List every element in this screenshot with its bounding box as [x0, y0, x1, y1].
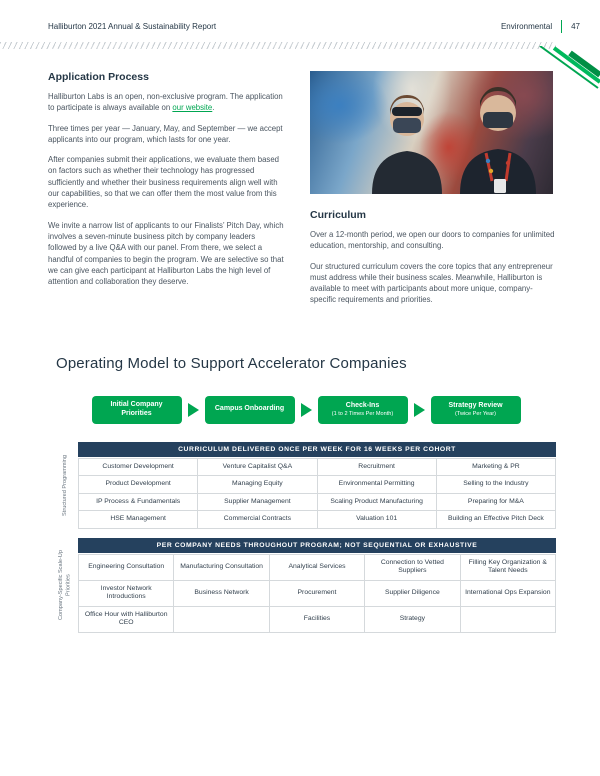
- table-row: [79, 511, 556, 528]
- header-right: [501, 20, 580, 33]
- flow-step: [92, 396, 182, 424]
- paragraph: We invite a narrow list of applicants to our Finalists’ Pitch Day, which involves a seven-minute business pitch by company leaders followed by a live Q&A with our panel. From there, we select a handful of companies to begin the program. We are selective so that we can give each participant at Halliburton Labs the high level of attention and collaboration they deserve.: [48, 220, 284, 287]
- table-side-label: [54, 538, 78, 633]
- table-cell: Marketing & PR: [436, 458, 555, 475]
- table-cell: Filling Key Organization & Talent Needs: [460, 554, 555, 580]
- table-cell: Supplier Management: [198, 493, 317, 510]
- table-cell: Product Development: [79, 476, 198, 493]
- curriculum-table-grid: [78, 458, 556, 529]
- needs-table-grid: [78, 554, 556, 633]
- scale-up-priorities-label: Company-Specific Scale-Up Priorities: [58, 550, 72, 621]
- table-cell: Venture Capitalist Q&A: [198, 458, 317, 475]
- table-cell: Scaling Product Manufacturing: [317, 493, 436, 510]
- flow-step-sublabel: (1 to 2 Times Per Month): [331, 411, 394, 418]
- needs-table: [78, 538, 556, 633]
- curriculum-table-block: [54, 442, 556, 529]
- flow-step: [205, 396, 295, 424]
- paragraph: Our structured curriculum covers the core topics that any entrepreneur must address while their business scales. Meanwhile, Halliburton is available to meet with participants about more unique, company-specific requirements and priorities.: [310, 261, 553, 305]
- operating-model-title: Operating Model to Support Accelerator Companies: [56, 354, 407, 372]
- application-process-heading: Application Process: [48, 71, 149, 83]
- table-cell: Preparing for M&A: [436, 493, 555, 510]
- table-cell: Office Hour with Halliburton CEO: [79, 606, 174, 632]
- flow-diagram: [36, 396, 576, 424]
- table-row: [79, 606, 556, 632]
- table-cell: HSE Management: [79, 511, 198, 528]
- table-cell: Strategy: [365, 606, 460, 632]
- structured-programming-label: Structured Programming: [62, 454, 69, 516]
- hatch-divider: [0, 42, 556, 49]
- table-cell: Environmental Permitting: [317, 476, 436, 493]
- application-process-column: [48, 71, 284, 315]
- body-columns: [0, 49, 600, 315]
- table-cell: Customer Development: [79, 458, 198, 475]
- table-cell: Building an Effective Pitch Deck: [436, 511, 555, 528]
- page-header: [0, 0, 600, 42]
- section-label: Environmental: [500, 22, 553, 31]
- paragraph: [48, 91, 284, 114]
- flow-step-label: Initial Company Priorities: [110, 401, 163, 417]
- curriculum-table-body: [79, 458, 556, 528]
- flow-step: [431, 396, 521, 424]
- flow-step-label: Campus Onboarding: [214, 405, 285, 413]
- table-row: [79, 580, 556, 606]
- flow-step: [318, 396, 408, 424]
- curriculum-heading: Curriculum: [310, 209, 367, 221]
- table-cell: Manufacturing Consultation: [174, 554, 269, 580]
- table-row: [79, 458, 556, 475]
- curriculum-table: [78, 442, 556, 529]
- table-row: [79, 493, 556, 510]
- flow-step-label: Strategy Review: [448, 401, 503, 409]
- table-cell: Procurement: [269, 580, 364, 606]
- labs-participants-photo: [310, 71, 553, 194]
- table-cell: Commercial Contracts: [198, 511, 317, 528]
- table-cell: Business Network: [174, 580, 269, 606]
- table-side-label: [54, 442, 78, 529]
- table-cell: IP Process & Fundamentals: [79, 493, 198, 510]
- needs-table-header: PER COMPANY NEEDS THROUGHOUT PROGRAM; NOT SEQUENTIAL OR EXHAUSTIVE: [78, 538, 556, 553]
- table-row: [79, 554, 556, 580]
- table-cell: Facilities: [269, 606, 364, 632]
- report-title: Halliburton 2021 Annual & Sustainability Report: [48, 22, 217, 31]
- needs-table-body: [79, 554, 556, 632]
- flow-step-label: Check-Ins: [345, 401, 380, 409]
- flow-step-sublabel: (Twice Per Year): [454, 411, 497, 418]
- table-cell: Engineering Consultation: [79, 554, 174, 580]
- table-cell: [174, 606, 269, 632]
- table-row: [79, 476, 556, 493]
- table-cell: Supplier Diligence: [365, 580, 460, 606]
- table-cell: International Ops Expansion: [460, 580, 555, 606]
- paragraph: After companies submit their applications, we evaluate them based on factors such as whether their technology has progressed sufficiently and whether their business requirements align well with our capabilities, so that we can offer them the most value from this experience.: [48, 155, 279, 210]
- table-cell: [460, 606, 555, 632]
- table-cell: Analytical Services: [269, 554, 364, 580]
- paragraph-text: Halliburton Labs is an open, non-exclusive program. The application to participate is always available on: [48, 92, 283, 113]
- table-cell: Valuation 101: [317, 511, 436, 528]
- table-cell: Recruitment: [317, 458, 436, 475]
- people-silhouettes: [310, 71, 553, 194]
- needs-table-block: [54, 538, 556, 633]
- flow-arrow-icon: [414, 403, 425, 417]
- curriculum-column: [310, 71, 555, 315]
- our-website-link[interactable]: our website: [172, 103, 213, 113]
- curriculum-table-header: CURRICULUM DELIVERED ONCE PER WEEK FOR 16 WEEKS PER COHORT: [78, 442, 556, 457]
- paragraph-text: .: [212, 103, 215, 113]
- flow-arrow-icon: [188, 403, 199, 417]
- operating-model-tables: [54, 442, 556, 633]
- paragraph: Over a 12-month period, we open our doors to companies for unlimited education, mentorship, and consulting.: [310, 230, 555, 251]
- table-cell: Managing Equity: [198, 476, 317, 493]
- table-cell: Selling to the Industry: [436, 476, 555, 493]
- page-number: 47: [571, 22, 580, 31]
- paragraph: Three times per year — January, May, and September — we accept applicants into our program, which lasts for one year.: [48, 123, 283, 144]
- table-cell: Connection to Vetted Suppliers: [365, 554, 460, 580]
- flow-arrow-icon: [301, 403, 312, 417]
- page-number-divider: [561, 20, 562, 33]
- table-cell: Investor Network Introductions: [79, 580, 174, 606]
